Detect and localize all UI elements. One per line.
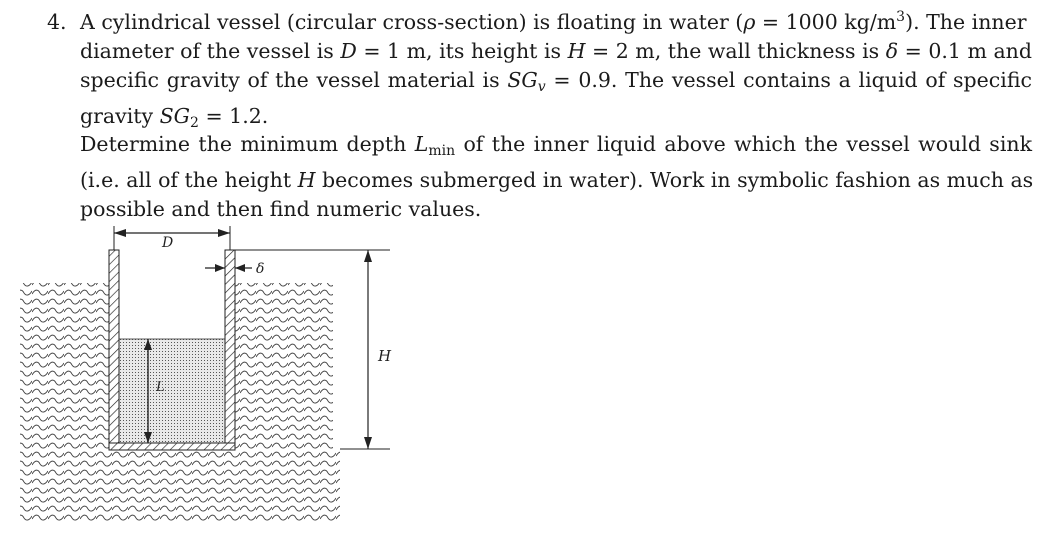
p1-line2-text-d: = 0.1 m and — [898, 39, 1032, 63]
symbol-SG-2: SG — [159, 104, 191, 128]
subscript-v: v — [537, 79, 546, 95]
vessel-right-wall — [225, 250, 235, 449]
p1-line2-text-a: diameter of the vessel is — [80, 39, 341, 63]
label-H: H — [378, 347, 392, 365]
p1-line3-text-a: specific gravity of the vessel material is — [80, 68, 508, 92]
vessel-left-wall — [109, 250, 119, 449]
label-delta: δ — [256, 261, 265, 277]
symbol-H: H — [567, 39, 586, 63]
label-D: D — [162, 235, 174, 251]
H-arrow-bottom — [364, 437, 372, 449]
problem-number: 4. — [47, 10, 67, 34]
p1-line3-text-b: = 0.9. The vessel contains a liquid of specific — [545, 68, 1032, 92]
symbol-H-2: H — [297, 168, 316, 192]
water-bottom — [20, 449, 340, 523]
D-arrow-left — [114, 229, 126, 237]
p2-line2-text-b: becomes submerged in water). Work in symbolic fashion as much as — [315, 168, 1034, 192]
problem-paragraph-2 — [47, 130, 1032, 224]
label-L: L — [156, 380, 165, 395]
p1-line2-text-c: = 2 m, the wall thickness is — [585, 39, 886, 63]
p1-line1-text-b: = 1000 kg/m — [755, 10, 897, 34]
delta-arrow-right — [235, 264, 245, 272]
subscript-2: 2 — [190, 115, 199, 131]
p1-line4-text-a: gravity — [80, 104, 160, 128]
p2-line2-text-a: (i.e. all of the height — [80, 168, 298, 192]
H-arrow-top — [364, 250, 372, 262]
symbol-L: L — [414, 132, 429, 156]
symbol-delta: δ — [885, 39, 899, 63]
p2-line3-text: possible and then find numeric values. — [80, 197, 482, 221]
vessel-diagram — [0, 218, 420, 538]
water-right — [233, 283, 333, 453]
problem-paragraph-1 — [47, 3, 1032, 138]
delta-arrow-left — [215, 264, 225, 272]
p2-line1-text-b: of the inner liquid above which the vessel would sink — [455, 132, 1033, 156]
p1-line1-text-a: A cylindrical vessel (circular cross-section) is floating in water ( — [80, 10, 744, 34]
p1-line4-text-b: = 1.2. — [198, 104, 269, 128]
exponent-3: 3 — [896, 9, 906, 25]
inner-liquid — [119, 339, 225, 443]
vessel-bottom — [109, 443, 235, 450]
p1-line2-text-b: = 1 m, its height is — [356, 39, 568, 63]
symbol-D: D — [340, 39, 357, 63]
rho-symbol: ρ — [743, 10, 756, 34]
p1-line1-text-c: ). The inner — [905, 10, 1027, 34]
symbol-SG-v: SG — [507, 68, 538, 92]
D-arrow-right — [218, 229, 230, 237]
p2-line1-text-a: Determine the minimum depth — [80, 132, 415, 156]
subscript-min: min — [428, 143, 456, 159]
